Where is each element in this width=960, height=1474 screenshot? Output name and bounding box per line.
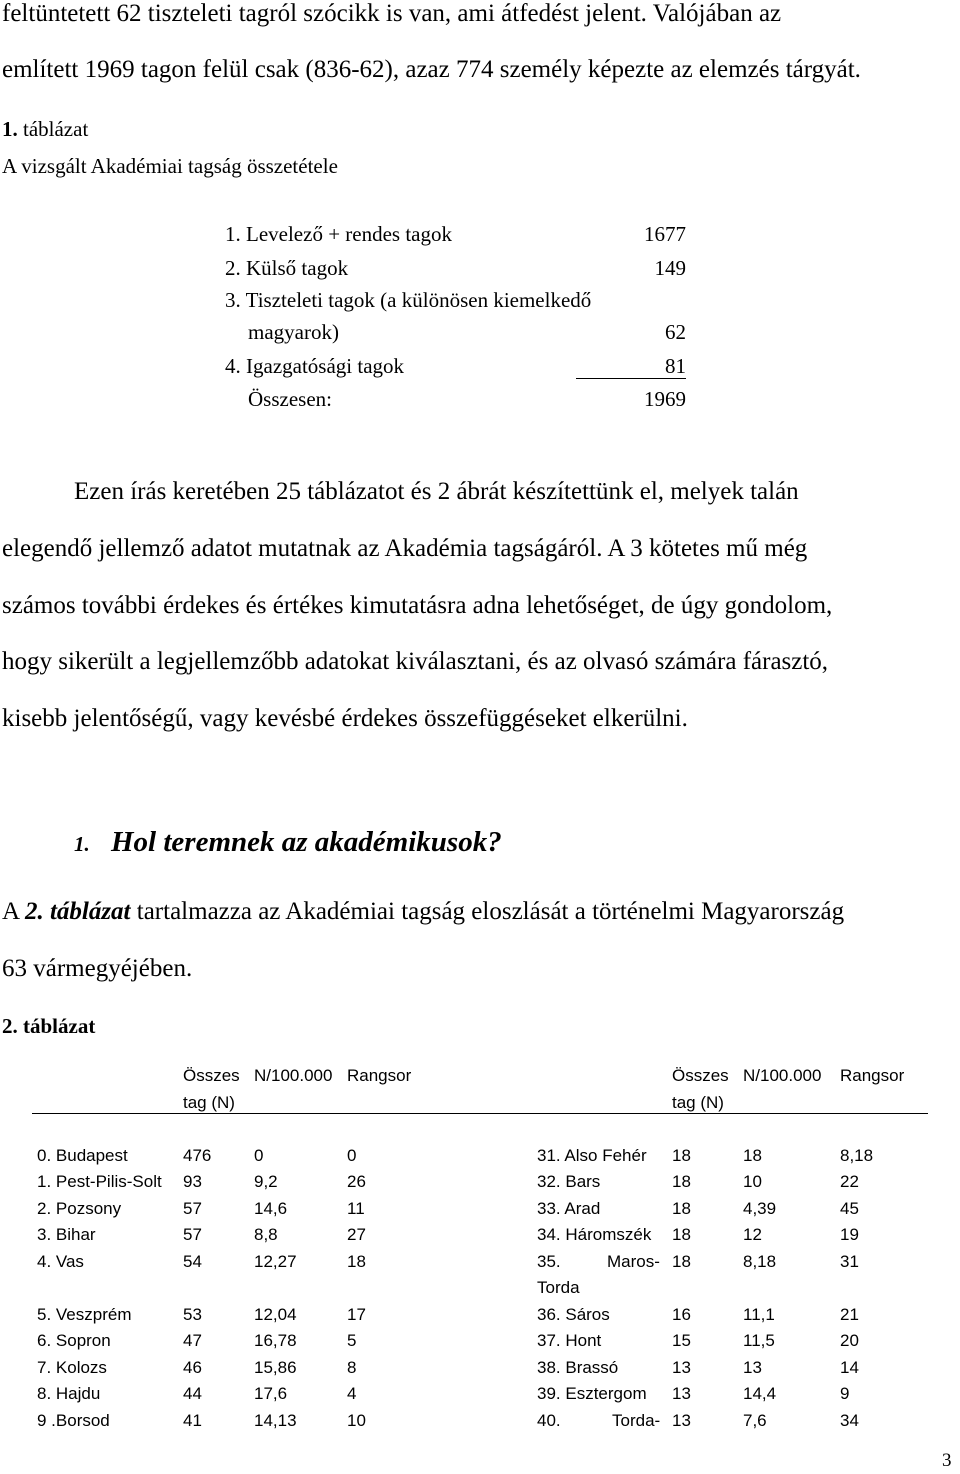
header-per: N/100.000 — [743, 1066, 822, 1085]
header-total: Összes — [183, 1066, 240, 1085]
header-per: N/100.000 — [254, 1066, 333, 1085]
table-cell-rank: 0 — [347, 1146, 357, 1165]
table-cell-name: 1. Pest-Pilis-Solt — [37, 1172, 162, 1191]
table-cell-name: 4. Vas — [37, 1252, 84, 1271]
table-cell-rank: 27 — [347, 1225, 366, 1244]
table-cell-name: 6. Sopron — [37, 1331, 111, 1350]
table-cell-total: 18 — [672, 1146, 691, 1165]
table-cell-name: 39. Esztergom — [537, 1384, 647, 1403]
table-cell-name: 33. Arad — [537, 1199, 601, 1218]
table-cell-per: 11,5 — [743, 1331, 775, 1350]
table-cell-name: 31. Also Fehér — [537, 1146, 647, 1165]
table-cell-total: 18 — [672, 1172, 691, 1191]
table-cell-name: 35. — [537, 1252, 561, 1271]
table1-row-value: 81 — [665, 354, 686, 378]
table-cell-per: 15,86 — [254, 1358, 297, 1377]
para2-line: elegendő jellemző adatot mutatnak az Akadémia tagságáról. A 3 kötetes mű még — [2, 535, 808, 562]
table2-label: 2. táblázat — [2, 1014, 96, 1038]
table-cell-total: 57 — [183, 1225, 202, 1244]
table1-label-num: 1. — [2, 117, 18, 141]
table-cell-name: 3. Bihar — [37, 1225, 96, 1244]
para2-line: Ezen írás keretében 25 táblázatot és 2 ábrát készítettünk el, melyek talán — [74, 478, 799, 505]
table1-row-value: 62 — [665, 320, 686, 344]
table-cell-total: 13 — [672, 1358, 691, 1377]
table-cell-rank: 45 — [840, 1199, 859, 1218]
table-cell-name: 2. Pozsony — [37, 1199, 122, 1218]
table-cell-name: 32. Bars — [537, 1172, 601, 1191]
table-cell-name: 38. Brassó — [537, 1358, 619, 1377]
table1-row-label: 4. Igazgatósági tagok — [225, 354, 405, 378]
sum-underline — [576, 378, 686, 379]
table-cell-name: 8. Hajdu — [37, 1384, 101, 1403]
table-cell-total: 53 — [183, 1305, 202, 1324]
table-cell-per: 17,6 — [254, 1384, 288, 1403]
table-cell-rank: 11 — [347, 1199, 365, 1218]
table1-total-label: Összesen: — [248, 387, 332, 411]
table-cell-name-cont: Torda- — [612, 1411, 661, 1430]
table-cell-total: 16 — [672, 1305, 691, 1324]
table-cell-per: 13 — [743, 1358, 762, 1377]
table-cell-per: 7,6 — [743, 1411, 767, 1430]
table-cell-name-cont: Maros- — [607, 1252, 660, 1271]
header-total: Összes — [672, 1066, 729, 1085]
table-cell-total: 13 — [672, 1411, 691, 1430]
table1-row-value: 1677 — [644, 222, 686, 246]
table-cell-total: 57 — [183, 1199, 202, 1218]
intro-line-2: említett 1969 tagon felül csak (836-62), azaz 774 személy képezte az elemzés tárgyát. — [2, 56, 861, 83]
table-cell-rank: 17 — [347, 1305, 366, 1324]
table1-row-value: 149 — [654, 256, 686, 280]
table-cell-per: 8,18 — [743, 1252, 777, 1271]
table-cell-rank: 9 — [840, 1384, 850, 1403]
table-cell-rank: 19 — [840, 1225, 859, 1244]
table-cell-total: 18 — [672, 1252, 691, 1271]
table-cell-total: 54 — [183, 1252, 202, 1271]
para3-line-1 — [2, 898, 844, 926]
table-cell-name: 34. Háromszék — [537, 1225, 652, 1244]
para3-line-2: 63 vármegyéjében. — [2, 955, 193, 982]
header-total-sub: tag (N) — [183, 1093, 235, 1112]
table1-title: A vizsgált Akadémiai tagság összetétele — [2, 154, 338, 178]
table-cell-per: 14,4 — [743, 1384, 777, 1403]
table-cell-rank: 22 — [840, 1172, 859, 1191]
table-cell-total: 15 — [672, 1331, 691, 1350]
table-cell-name: 37. Hont — [537, 1331, 602, 1350]
page-number: 3 — [942, 1450, 952, 1471]
table-cell-per: 4,39 — [743, 1199, 777, 1218]
para3-post: tartalmazza az Akadémiai tagság eloszlását a történelmi Magyarország — [130, 898, 845, 925]
table-cell-name: 7. Kolozs — [37, 1358, 107, 1377]
table-cell-per: 8,8 — [254, 1225, 278, 1244]
header-rank: Rangsor — [840, 1066, 905, 1085]
table-cell-per: 14,6 — [254, 1199, 288, 1218]
table-cell-per: 18 — [743, 1146, 762, 1165]
table-cell-total: 476 — [183, 1146, 212, 1165]
table1-row-label: magyarok) — [248, 320, 339, 344]
table-cell-per: 11,1 — [743, 1305, 775, 1324]
table-cell-per: 10 — [743, 1172, 762, 1191]
table-cell-rank: 31 — [840, 1252, 859, 1271]
table-cell-per: 12,27 — [254, 1252, 297, 1271]
table-cell-rank: 21 — [840, 1305, 859, 1324]
table-cell-per: 9,2 — [254, 1172, 278, 1191]
table-cell-rank: 10 — [347, 1411, 366, 1430]
table-cell-total: 41 — [183, 1411, 202, 1430]
para2-line: számos további érdekes és értékes kimutatásra adna lehetőséget, de úgy gondolom, — [2, 592, 833, 619]
table1-label-word: táblázat — [23, 117, 89, 141]
table-cell-total: 44 — [183, 1384, 202, 1403]
table-cell-name: 40. — [537, 1411, 561, 1430]
table1-row-label: 1. Levelező + rendes tagok — [225, 222, 453, 246]
section-heading — [74, 826, 502, 859]
table-cell-total: 13 — [672, 1384, 691, 1403]
table-cell-rank: 14 — [840, 1358, 859, 1377]
table-cell-total: 93 — [183, 1172, 202, 1191]
table1-row-label: 3. Tiszteleti tagok (a különösen kiemelkedő — [225, 288, 592, 312]
table-cell-total: 18 — [672, 1199, 691, 1218]
table-cell-rank: 34 — [840, 1411, 859, 1430]
table-cell-total: 47 — [183, 1331, 202, 1350]
table-reference: 2. táblázat — [24, 898, 131, 925]
table-cell-per: 12,04 — [254, 1305, 297, 1324]
table1-label — [2, 117, 88, 142]
table-cell-per: 14,13 — [254, 1411, 297, 1430]
table2-header-rule — [32, 1113, 928, 1114]
table-cell-rank: 4 — [347, 1384, 357, 1403]
table-cell-name: 5. Veszprém — [37, 1305, 132, 1324]
table-cell-rank: 8 — [347, 1358, 357, 1377]
table-cell-name: 9 .Borsod — [37, 1411, 110, 1430]
section-number: 1. — [74, 832, 90, 856]
intro-line-1: feltüntetett 62 tiszteleti tagról szócikk is van, ami átfedést jelent. Valójában az — [2, 0, 782, 27]
table-cell-per: 0 — [254, 1146, 264, 1165]
table1-total-value: 1969 — [644, 387, 686, 411]
table-cell-name-wrap: Torda — [537, 1278, 580, 1297]
table-cell-rank: 20 — [840, 1331, 859, 1350]
table-cell-rank: 18 — [347, 1252, 366, 1271]
table-cell-rank: 5 — [347, 1331, 357, 1350]
para2-line: hogy sikerült a legjellemzőbb adatokat kiválasztani, és az olvasó számára fárasztó, — [2, 648, 829, 675]
table-cell-rank: 26 — [347, 1172, 366, 1191]
para3-pre: A — [2, 898, 25, 925]
para2-line: kisebb jelentőségű, vagy kevésbé érdekes összefüggéseket elkerülni. — [2, 705, 688, 732]
table-cell-total: 18 — [672, 1225, 691, 1244]
table-cell-name: 36. Sáros — [537, 1305, 610, 1324]
table-cell-per: 16,78 — [254, 1331, 297, 1350]
table-cell-name: 0. Budapest — [37, 1146, 128, 1165]
header-total-sub: tag (N) — [672, 1093, 724, 1112]
table-cell-per: 12 — [743, 1225, 762, 1244]
table-cell-total: 46 — [183, 1358, 202, 1377]
table1-row-label: 2. Külső tagok — [225, 256, 349, 280]
section-title: Hol teremnek az akadémikusok? — [111, 826, 502, 858]
header-rank: Rangsor — [347, 1066, 412, 1085]
table-cell-rank: 8,18 — [840, 1146, 874, 1165]
